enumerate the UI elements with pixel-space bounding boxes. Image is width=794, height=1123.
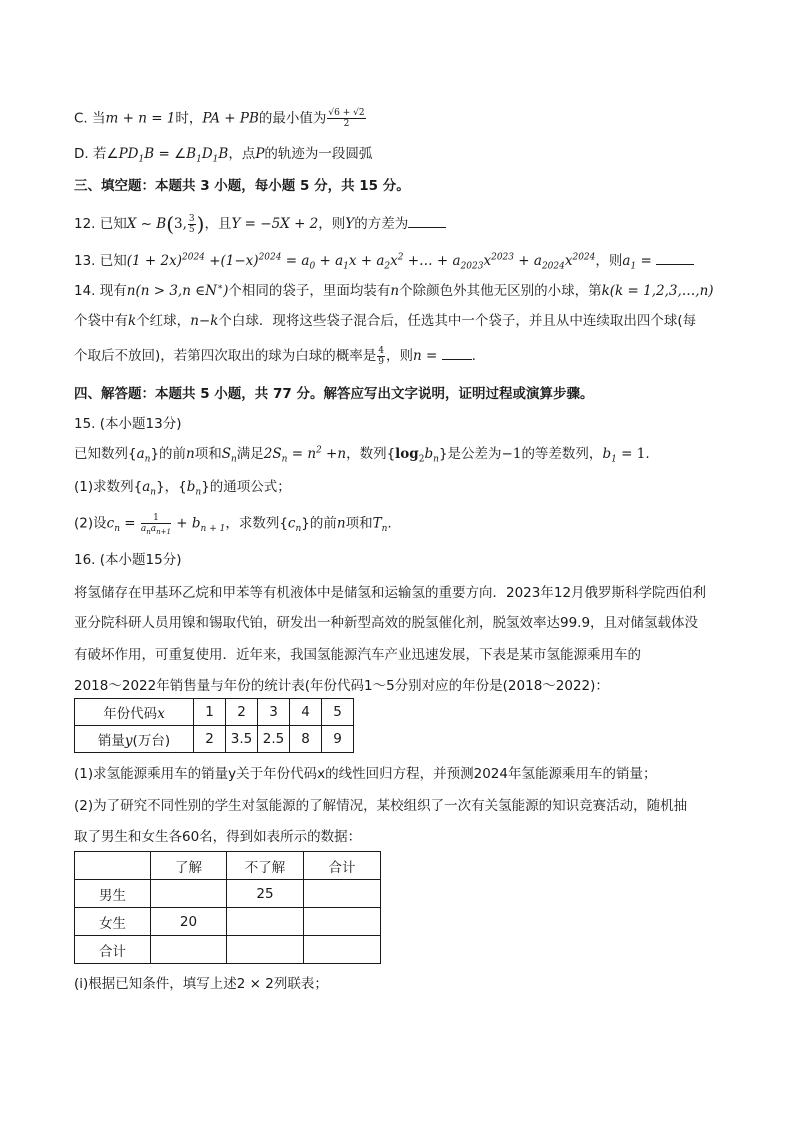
- question-16-sub-i: (ⅰ)根据已知条件，填写上述2 × 2列联表；: [74, 976, 328, 992]
- table-row: [75, 880, 381, 908]
- question-15-stem: 已知数列$\{a_n\}$的前n项和$S_n$满足$2S_n = n^2 +n$，数列$\{\log_2b_n\}$是公差为−1的等差数列，$b_1 = 1$.: [74, 445, 650, 465]
- table-cell: [227, 936, 304, 964]
- question-13: 13. 已知$(1 + 2x)^{2024} +(1-x)^{2024} = a_0 + a_1x + a_2x^2$ +… + $a_{2023}x^{2023} + a_{2024}x^{2024}$，则$a_1$ =: [74, 250, 694, 270]
- question-15-part-1: (1)求数列$\{a_n\}$，$\{b_n\}$的通项公式；: [74, 479, 291, 498]
- table-row: [75, 726, 354, 753]
- table-cell: [304, 880, 381, 908]
- answer-blank[interactable]: [408, 213, 446, 228]
- table-row: [75, 699, 354, 726]
- q15-fraction: $\frac{1}{a_na_{n+1}}$: [140, 513, 171, 536]
- table-cell: 3.5: [226, 726, 258, 753]
- table-cell: 3: [258, 699, 290, 726]
- table-row: [75, 908, 381, 936]
- table-header-cell: 销量y(万台): [75, 726, 194, 753]
- question-14-line-1: 14. 现有n(n > 3,n ∈N∗)个相同的袋子，里面均装有n个除颜色外其他无区别的小球，第k(k = 1,2,3,…,n): [74, 282, 714, 299]
- question-16-part-1: (1)求氢能源乘用车的销量y关于年份代码x的线性回归方程，并预测2024年氢能源乘用车的销量；: [74, 766, 657, 782]
- table-cell: 20: [151, 908, 227, 936]
- question-16-label: 16. (本小题15分): [74, 552, 182, 568]
- c-fraction: $\frac{√6 + √2}{2}$: [328, 108, 365, 129]
- sales-table: [74, 698, 354, 753]
- table-cell: 4: [290, 699, 322, 726]
- table-cell: 2: [194, 726, 226, 753]
- table-cell: [304, 936, 381, 964]
- answer-blank[interactable]: [442, 345, 472, 360]
- table-cell: 25: [227, 880, 304, 908]
- q12-fraction: $\frac{3}{5}$: [188, 213, 195, 235]
- question-16-para-1: 将氢储存在甲基环乙烷和甲苯等有机液体中是储氢和运输氢的重要方向．2023年12月俄罗斯科学院西伯利: [74, 585, 707, 601]
- question-16-part-2b: 取了男生和女生各60名，得到如表所示的数据：: [74, 829, 362, 845]
- question-12: 12. 已知X ~ B(3, $\frac{3}{5}$ )，且Y = −5X + 2，则Y的方差为: [74, 213, 446, 235]
- table-cell: 合计: [75, 936, 151, 964]
- table-cell: [151, 880, 227, 908]
- table-cell: [304, 908, 381, 936]
- table-row: [75, 852, 381, 880]
- section-4-title: 四、解答题：本题共 5 小题，共 77 分。解答应写出文字说明，证明过程或演算步骤。: [74, 386, 594, 402]
- answer-blank[interactable]: [656, 250, 694, 265]
- option-c: C. 当m + n = 1时，PA + PB的最小值为 $\frac{√6 + √2}{2}$: [74, 108, 365, 129]
- table-header-cell: 不了解: [227, 852, 304, 880]
- option-d: D. 若$\angle PD_1B$ = $\angle B_1D_1B$，点P的轨迹为一段圆弧: [74, 146, 373, 165]
- table-cell: 5: [322, 699, 354, 726]
- table-cell: 2.5: [258, 726, 290, 753]
- question-15-part-2: (2)设$c_n$ = $\frac{1}{a_na_{n+1}}$ + $b_{n + 1}$，求数列$\{c_n\}$的前n项和$T_n$.: [74, 513, 392, 536]
- question-14-line-3: 个取后不放回)，若第四次取出的球为白球的概率是 $\frac{4}{9}$ ，则n = .: [74, 345, 476, 367]
- section-3-title: 三、填空题：本题共 3 小题，每小题 5 分，共 15 分。: [74, 178, 410, 194]
- table-header-cell: 年份代码x: [75, 699, 194, 726]
- table-cell: 女生: [75, 908, 151, 936]
- question-16-para-3: 有破坏作用，可重复使用．近年来，我国氢能源汽车产业迅速发展，下表是某市氢能源乘用车的: [74, 647, 641, 663]
- table-cell: [227, 908, 304, 936]
- question-15-label: 15. (本小题13分): [74, 416, 182, 432]
- table-cell: [151, 936, 227, 964]
- question-14-line-2: 个袋中有k个红球，n−k个白球．现将这些袋子混合后，任选其中一个袋子，并且从中连续取出四个球(每: [74, 313, 697, 329]
- table-cell: 2: [226, 699, 258, 726]
- table-cell: 男生: [75, 880, 151, 908]
- table-header-cell: [75, 852, 151, 880]
- contingency-table: [74, 851, 381, 964]
- question-16-para-4: 2018～2022年销售量与年份的统计表(年份代码1～5分别对应的年份是(2018～2022)：: [74, 678, 609, 694]
- q14-fraction: $\frac{4}{9}$: [378, 345, 385, 367]
- table-cell: 8: [290, 726, 322, 753]
- table-row: [75, 936, 381, 964]
- question-16-part-2a: (2)为了研究不同性别的学生对氢能源的了解情况，某校组织了一次有关氢能源的知识竞赛活动，随机抽: [74, 798, 688, 814]
- table-header-cell: 了解: [151, 852, 227, 880]
- table-cell: 1: [194, 699, 226, 726]
- table-cell: 9: [322, 726, 354, 753]
- table-header-cell: 合计: [304, 852, 381, 880]
- question-16-para-2: 亚分院科研人员用镍和锡取代铂，研发出一种新型高效的脱氢催化剂，脱氢效率达99.9，且对储氢载体没: [74, 615, 699, 631]
